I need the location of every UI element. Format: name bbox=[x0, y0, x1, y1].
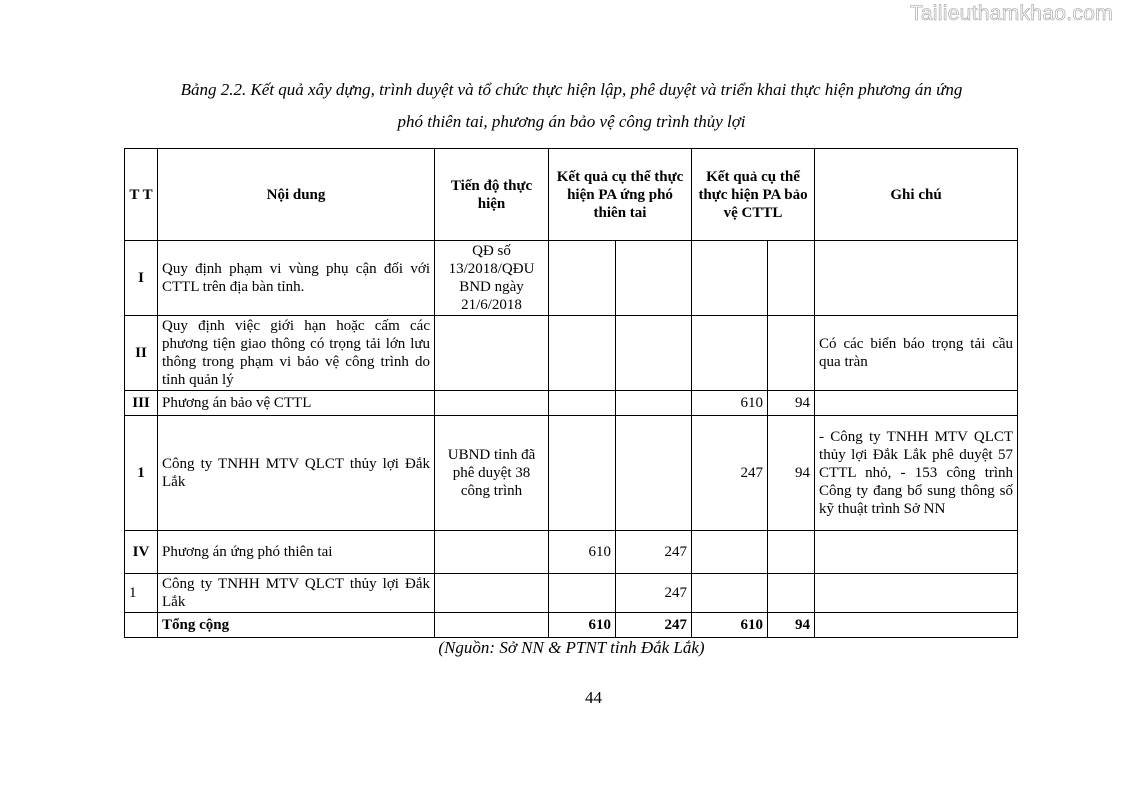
table-row bbox=[125, 574, 1018, 613]
cell-ung-pho-2: 247 bbox=[616, 613, 692, 638]
cell-bao-ve-2 bbox=[768, 316, 815, 391]
cell-bao-ve-1 bbox=[692, 241, 768, 316]
cell-tien-do bbox=[435, 574, 549, 613]
cell-noi-dung: Công ty TNHH MTV QLCT thủy lợi Đắk Lắk bbox=[158, 574, 435, 613]
table-row bbox=[125, 316, 1018, 391]
cell-noi-dung: Quy định phạm vi vùng phụ cận đối với CTTL trên địa bàn tỉnh. bbox=[158, 241, 435, 316]
cell-bao-ve-1: 247 bbox=[692, 416, 768, 531]
cell-ung-pho-1 bbox=[549, 316, 616, 391]
cell-ghi-chu bbox=[815, 241, 1018, 316]
cell-noi-dung: Phương án bảo vệ CTTL bbox=[158, 391, 435, 416]
cell-ung-pho-1 bbox=[549, 391, 616, 416]
cell-bao-ve-1: 610 bbox=[692, 391, 768, 416]
cell-ung-pho-2: 247 bbox=[616, 574, 692, 613]
cell-ung-pho-2 bbox=[616, 391, 692, 416]
cell-ung-pho-2: 247 bbox=[616, 531, 692, 574]
cell-bao-ve-2 bbox=[768, 241, 815, 316]
watermark: Tailieuthamkhao.com bbox=[910, 2, 1113, 25]
source-note: (Nguồn: Sở NN & PTNT tỉnh Đắk Lắk) bbox=[438, 638, 705, 657]
caption-line-1: Bảng 2.2. Kết quả xây dựng, trình duyệt và tổ chức thực hiện lập, phê duyệt và triển khai thực hiện phương án ứng bbox=[180, 80, 963, 99]
cell-ghi-chu bbox=[815, 613, 1018, 638]
header-pa-bao-ve: Kết quả cụ thể thực hiện PA bảo vệ CTTL bbox=[692, 149, 815, 241]
cell-bao-ve-2: 94 bbox=[768, 391, 815, 416]
cell-ung-pho-1 bbox=[549, 574, 616, 613]
table-row bbox=[125, 391, 1018, 416]
cell-tt: 1 bbox=[125, 416, 158, 531]
table-row bbox=[125, 416, 1018, 531]
page-number: 44 bbox=[585, 688, 602, 707]
cell-bao-ve-2 bbox=[768, 574, 815, 613]
cell-tt: II bbox=[125, 316, 158, 391]
header-row bbox=[125, 149, 1018, 241]
cell-tt: I bbox=[125, 241, 158, 316]
cell-tien-do bbox=[435, 531, 549, 574]
cell-noi-dung: Tổng cộng bbox=[158, 613, 435, 638]
cell-ung-pho-2 bbox=[616, 241, 692, 316]
header-tien-do: Tiến độ thực hiện bbox=[435, 149, 549, 241]
cell-bao-ve-2: 94 bbox=[768, 416, 815, 531]
cell-ghi-chu bbox=[815, 391, 1018, 416]
cell-tien-do: UBND tỉnh đã phê duyệt 38 công trình bbox=[435, 416, 549, 531]
cell-tien-do bbox=[435, 316, 549, 391]
cell-bao-ve-1 bbox=[692, 531, 768, 574]
total-row bbox=[125, 613, 1018, 638]
cell-noi-dung: Quy định việc giới hạn hoặc cấm các phương tiện giao thông có trọng tải lớn lưu thông trong phạm vi bảo vệ công trình do tỉnh quản lý bbox=[158, 316, 435, 391]
header-ghi-chu: Ghi chú bbox=[815, 149, 1018, 241]
cell-bao-ve-2: 94 bbox=[768, 613, 815, 638]
cell-ghi-chu bbox=[815, 531, 1018, 574]
cell-tt: III bbox=[125, 391, 158, 416]
cell-tien-do bbox=[435, 391, 549, 416]
cell-noi-dung: Công ty TNHH MTV QLCT thủy lợi Đắk Lắk bbox=[158, 416, 435, 531]
cell-ghi-chu: Có các biển báo trọng tải cầu qua tràn bbox=[815, 316, 1018, 391]
cell-tt bbox=[125, 613, 158, 638]
cell-ung-pho-2 bbox=[616, 416, 692, 531]
header-tt: T T bbox=[125, 149, 158, 241]
results-table bbox=[124, 148, 1018, 638]
header-pa-ung-pho: Kết quả cụ thể thực hiện PA ứng phó thiên tai bbox=[549, 149, 692, 241]
cell-bao-ve-1: 610 bbox=[692, 613, 768, 638]
header-noi-dung: Nội dung bbox=[158, 149, 435, 241]
cell-tt: 1 bbox=[125, 574, 158, 613]
cell-noi-dung: Phương án ứng phó thiên tai bbox=[158, 531, 435, 574]
cell-ghi-chu bbox=[815, 574, 1018, 613]
cell-ung-pho-1 bbox=[549, 241, 616, 316]
cell-tien-do: QĐ số 13/2018/QĐU BND ngày 21/6/2018 bbox=[435, 241, 549, 316]
table-caption bbox=[0, 74, 1123, 138]
table-row bbox=[125, 531, 1018, 574]
cell-ung-pho-2 bbox=[616, 316, 692, 391]
caption-line-2: phó thiên tai, phương án bảo vệ công trình thủy lợi bbox=[397, 112, 746, 131]
cell-tt: IV bbox=[125, 531, 158, 574]
table-row bbox=[125, 241, 1018, 316]
cell-ghi-chu: - Công ty TNHH MTV QLCT thủy lợi Đắk Lắk phê duyệt 57 CTTL nhỏ, - 153 công trình Công ty đang bổ sung thông số kỹ thuật trình Sở NN bbox=[815, 416, 1018, 531]
cell-bao-ve-1 bbox=[692, 574, 768, 613]
cell-tien-do bbox=[435, 613, 549, 638]
cell-bao-ve-1 bbox=[692, 316, 768, 391]
cell-bao-ve-2 bbox=[768, 531, 815, 574]
cell-ung-pho-1: 610 bbox=[549, 613, 616, 638]
cell-ung-pho-1 bbox=[549, 416, 616, 531]
cell-ung-pho-1: 610 bbox=[549, 531, 616, 574]
